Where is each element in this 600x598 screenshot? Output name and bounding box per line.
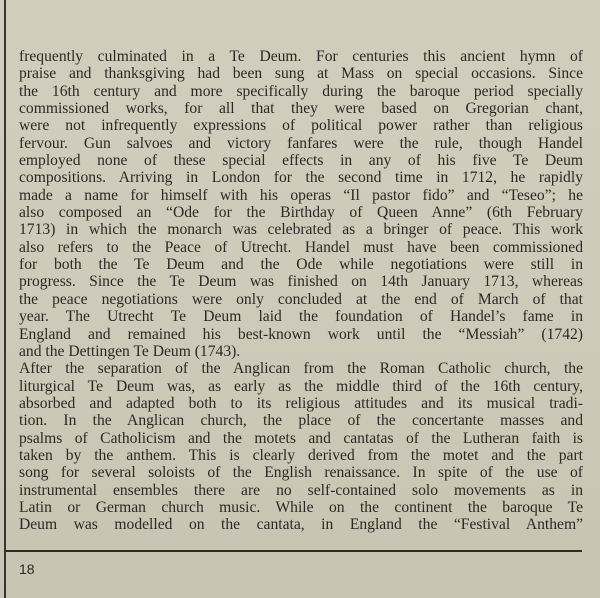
text-line: After the separation of the Anglican from the Roman Catholic church, the xyxy=(19,360,583,378)
text-line: commissioned works, for all that they were based on Gregorian chant, xyxy=(19,100,583,118)
text-line: compositions. Arriving in London for the second time in 1712, he rapidly xyxy=(19,169,583,187)
text-line: employed none of these special effects in any of his five Te Deum xyxy=(19,152,583,170)
text-line: also refers to the Peace of Utrecht. Handel must have been commissioned xyxy=(19,238,583,256)
text-line: England and remained his best-known work until the “Messiah” (1742) xyxy=(19,325,583,343)
text-line: frequently culminated in a Te Deum. For centuries this ancient hymn of xyxy=(19,48,583,65)
text-line: also composed an “Ode for the Birthday of Queen Anne” (6th February xyxy=(19,204,583,222)
text-line: the 16th century and more specifically during the baroque period specially xyxy=(19,82,583,100)
text-line: song for several soloists of the English renaissance. In spite of the use of xyxy=(19,464,583,482)
text-line: Latin or German church music. While on the continent the baroque Te xyxy=(19,498,583,516)
text-line: tion. In the Anglican church, the place of the concertante masses and xyxy=(19,412,583,430)
text-line: progress. Since the Te Deum was finished on 14th January 1713, whereas xyxy=(19,273,583,291)
text-line: liturgical Te Deum was, as early as the middle third of the 16th century, xyxy=(19,377,583,395)
text-line: the peace negotiations were only concluded at the end of March of that xyxy=(19,290,583,308)
text-line: made a name for himself with his operas “Il pastor fido” and “Teseo”; he xyxy=(19,186,583,204)
text-line: for both the Te Deum and the Ode while negotiations were still in xyxy=(19,256,583,274)
text-line: Deum was modelled on the cantata, in England the “Festival Anthem” xyxy=(19,516,583,534)
text-line: psalms of Catholicism and the motets and cantatas of the Lutheran faith is xyxy=(19,429,583,447)
text-line: year. The Utrecht Te Deum laid the foundation of Handel’s fame in xyxy=(19,308,583,326)
text-line: 1713) in which the monarch was celebrated as a bringer of peace. This work xyxy=(19,221,583,239)
text-line: fervour. Gun salvoes and victory fanfares were the rule, though Handel xyxy=(19,134,583,152)
page-number: 18 xyxy=(19,561,35,577)
body-text xyxy=(19,48,583,534)
text-line: were not infrequently expressions of political power rather than religious xyxy=(19,117,583,135)
text-line: praise and thanksgiving had been sung at Mass on special occasions. Since xyxy=(19,65,583,83)
text-line: absorbed and adapted both to its religious attitudes and its musical tradi- xyxy=(19,394,583,412)
page-left-border xyxy=(4,0,6,598)
text-line: instrumental ensembles there are no self-contained solo movements as in xyxy=(19,481,583,499)
text-line: taken by the anthem. This is clearly derived from the motet and the part xyxy=(19,446,583,464)
paragraph-end-line: and the Dettingen Te Deum (1743). xyxy=(19,342,241,360)
footer-rule xyxy=(6,550,582,552)
